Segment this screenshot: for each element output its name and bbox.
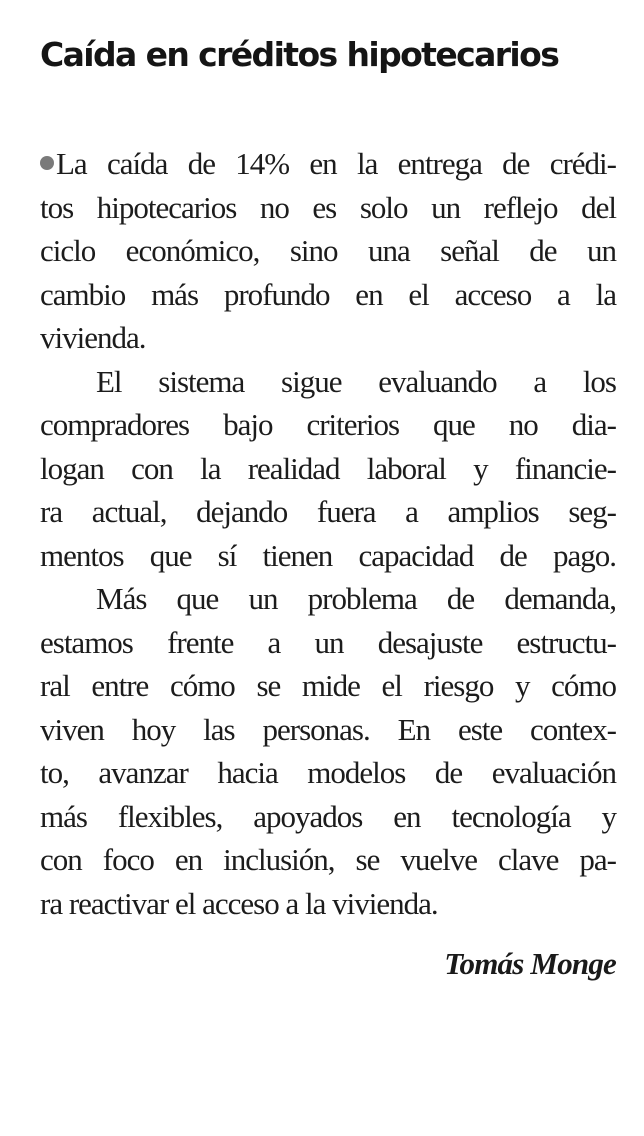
article <box>40 0 616 1136</box>
body-line: más flexibles, apoyados en tecnología y <box>40 798 616 834</box>
body-line-text: Más que un problema de demanda, <box>96 581 616 616</box>
bullet-icon <box>40 156 54 170</box>
body-line: to, avanzar hacia modelos de evaluación <box>40 755 616 790</box>
body-line: tos hipotecarios no es solo un reflejo del <box>40 189 616 225</box>
body-line: viven hoy las personas. En este contex- <box>40 711 616 747</box>
article-body <box>40 142 616 925</box>
body-line-text: El sistema sigue evaluando a los <box>96 363 616 399</box>
body-line <box>40 142 616 186</box>
body-line-text: La caída de 14% en la entrega de crédi- <box>56 146 616 181</box>
body-line: ciclo económico, sino una señal de un <box>40 233 616 268</box>
body-line <box>40 360 616 404</box>
body-line: compradores bajo criterios que no dia- <box>40 407 616 442</box>
body-line <box>40 577 616 621</box>
headline: Caída en créditos hipotecarios <box>40 35 559 74</box>
body-line: logan con la realidad laboral y financie- <box>40 450 616 486</box>
author-signature: Tomás Monge <box>444 946 616 981</box>
body-line: con foco en inclusión, se vuelve clave pa- <box>40 842 616 877</box>
body-line: cambio más profundo en el acceso a la <box>40 276 616 312</box>
body-line: estamos frente a un desajuste estructu- <box>40 624 616 660</box>
body-line: ral entre cómo se mide el riesgo y cómo <box>40 668 616 703</box>
body-line: ra reactivar el acceso a la vivienda. <box>40 885 438 921</box>
body-line: vivienda. <box>40 320 146 355</box>
body-line: mentos que sí tienen capacidad de pago. <box>40 537 616 573</box>
body-line: ra actual, dejando fuera a amplios seg- <box>40 494 616 529</box>
